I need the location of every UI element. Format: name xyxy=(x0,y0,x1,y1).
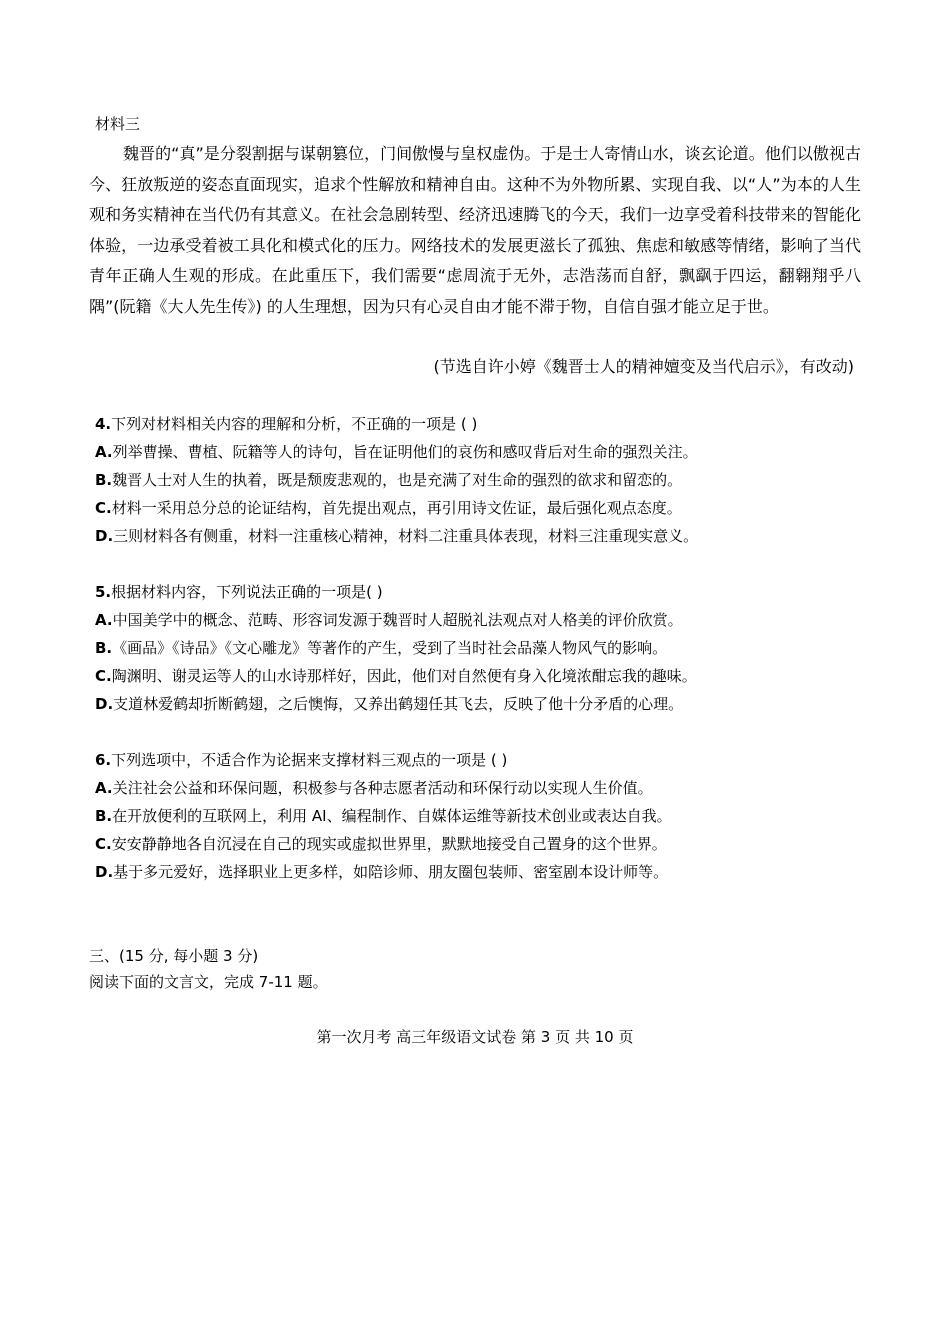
question-6-option-c xyxy=(95,830,667,858)
question-4-option-c xyxy=(95,494,682,522)
option-letter: B. xyxy=(95,471,113,489)
question-5-stem xyxy=(95,578,383,606)
option-text: 关注社会公益和环保问题，积极参与各种志愿者活动和环保行动以实现人生价值。 xyxy=(112,779,653,797)
question-4-option-d xyxy=(95,522,698,550)
material-paragraph-text: 魏晋的“真”是分裂割据与谋朝篡位，门间傲慢与皇权虚伪。于是士人寄情山水，谈玄论道。他们以傲视古今、狂放叛逆的姿态直面现实，追求个性解放和精神自由。这种不为外物所累、实现自我、以“人”为本的人生观和务实精神在当代仍有其意义。在社会急剧转型、经济迅速腾飞的今天，我们一边享受着科技带来的智能化体验，一边承受着被工具化和模式化的压力。网络技术的发展更滋长了孤独、焦虑和敏感等情绪，影响了当代青年正确人生观的形成。在此重压下，我们需要“虑周流于无外，志浩荡而自舒，飘飖于四运，翻翱翔乎八隅”(阮籍《大人先生传》) 的人生理想，因为只有心灵自由才能不滞于物，自信自强才能立足于世。 xyxy=(89,144,861,316)
option-letter: B. xyxy=(95,807,113,825)
option-letter: D. xyxy=(95,863,114,881)
option-text: 魏晋人士对人生的执着，既是颓废悲观的，也是充满了对生命的强烈的欲求和留恋的。 xyxy=(112,471,683,489)
question-number: 6. xyxy=(95,751,112,769)
option-letter: C. xyxy=(95,667,112,685)
option-text: 基于多元爱好，选择职业上更多样，如陪诊师、朋友圈包装师、密室剧本设计师等。 xyxy=(113,863,669,881)
question-text: 根据材料内容，下列说法正确的一项是( ) xyxy=(111,583,383,601)
option-text: 列举曹操、曹植、阮籍等人的诗句，旨在证明他们的哀伤和感叹背后对生命的强烈关注。 xyxy=(112,443,698,461)
question-6-option-b xyxy=(95,802,672,830)
option-letter: C. xyxy=(95,835,112,853)
option-letter: D. xyxy=(95,527,114,545)
question-number: 5. xyxy=(95,583,112,601)
question-4-stem xyxy=(95,410,477,438)
question-4-option-b xyxy=(95,466,682,494)
option-letter: D. xyxy=(95,695,114,713)
question-5-option-d xyxy=(95,690,683,718)
option-text: 材料一采用总分总的论证结构，首先提出观点，再引用诗文佐证，最后强化观点态度。 xyxy=(111,499,682,517)
page-footer: 第一次月考 高三年级语文试卷 第 3 页 共 10 页 xyxy=(316,1028,634,1046)
option-text: 三则材料各有侧重，材料一注重核心精神，材料二注重具体表现，材料三注重现实意义。 xyxy=(113,527,699,545)
question-4-option-a xyxy=(95,438,698,466)
material-heading: 材料三 xyxy=(95,115,141,133)
question-6-option-d xyxy=(95,858,668,886)
option-text: 安安静静地各自沉浸在自己的现实或虚拟世界里，默默地接受自己置身的这个世界。 xyxy=(111,835,667,853)
question-5-option-b xyxy=(95,634,667,662)
option-letter: A. xyxy=(95,443,113,461)
option-letter: A. xyxy=(95,779,113,797)
question-6-stem xyxy=(95,746,507,774)
option-text: 中国美学中的概念、范畴、形容词发源于魏晋时人超脱礼法观点对人格美的评价欣赏。 xyxy=(112,611,683,629)
option-text: 陶渊明、谢灵运等人的山水诗那样好，因此，他们对自然便有身入化境浓酣忘我的趣味。 xyxy=(111,667,697,685)
option-letter: A. xyxy=(95,611,113,629)
section-3-title: 三、(15 分, 每小题 3 分) xyxy=(89,947,259,965)
question-text: 下列选项中，不适合作为论据来支撑材料三观点的一项是 ( ) xyxy=(111,751,508,769)
option-text: 在开放便利的互联网上，利用 AI、编程制作、自媒体运维等新技术创业或表达自我。 xyxy=(112,807,672,825)
question-number: 4. xyxy=(95,415,112,433)
material-paragraph xyxy=(89,139,861,322)
option-text: 《画品》《诗品》《文心雕龙》等著作的产生，受到了当时社会品藻人物风气的影响。 xyxy=(112,639,668,657)
question-5-option-a xyxy=(95,606,683,634)
question-5-option-c xyxy=(95,662,697,690)
material-source: (节选自许小婷《魏晋士人的精神嬗变及当代启示》，有改动) xyxy=(433,357,854,376)
question-text: 下列对材料相关内容的理解和分析，不正确的一项是 ( ) xyxy=(111,415,478,433)
option-letter: C. xyxy=(95,499,112,517)
section-3-instruction: 阅读下面的文言文，完成 7-11 题。 xyxy=(89,973,328,991)
option-letter: B. xyxy=(95,639,113,657)
question-6-option-a xyxy=(95,774,653,802)
option-text: 支道林爱鹤却折断鹤翅，之后懊悔，又养出鹤翅任其飞去，反映了他十分矛盾的心理。 xyxy=(113,695,684,713)
